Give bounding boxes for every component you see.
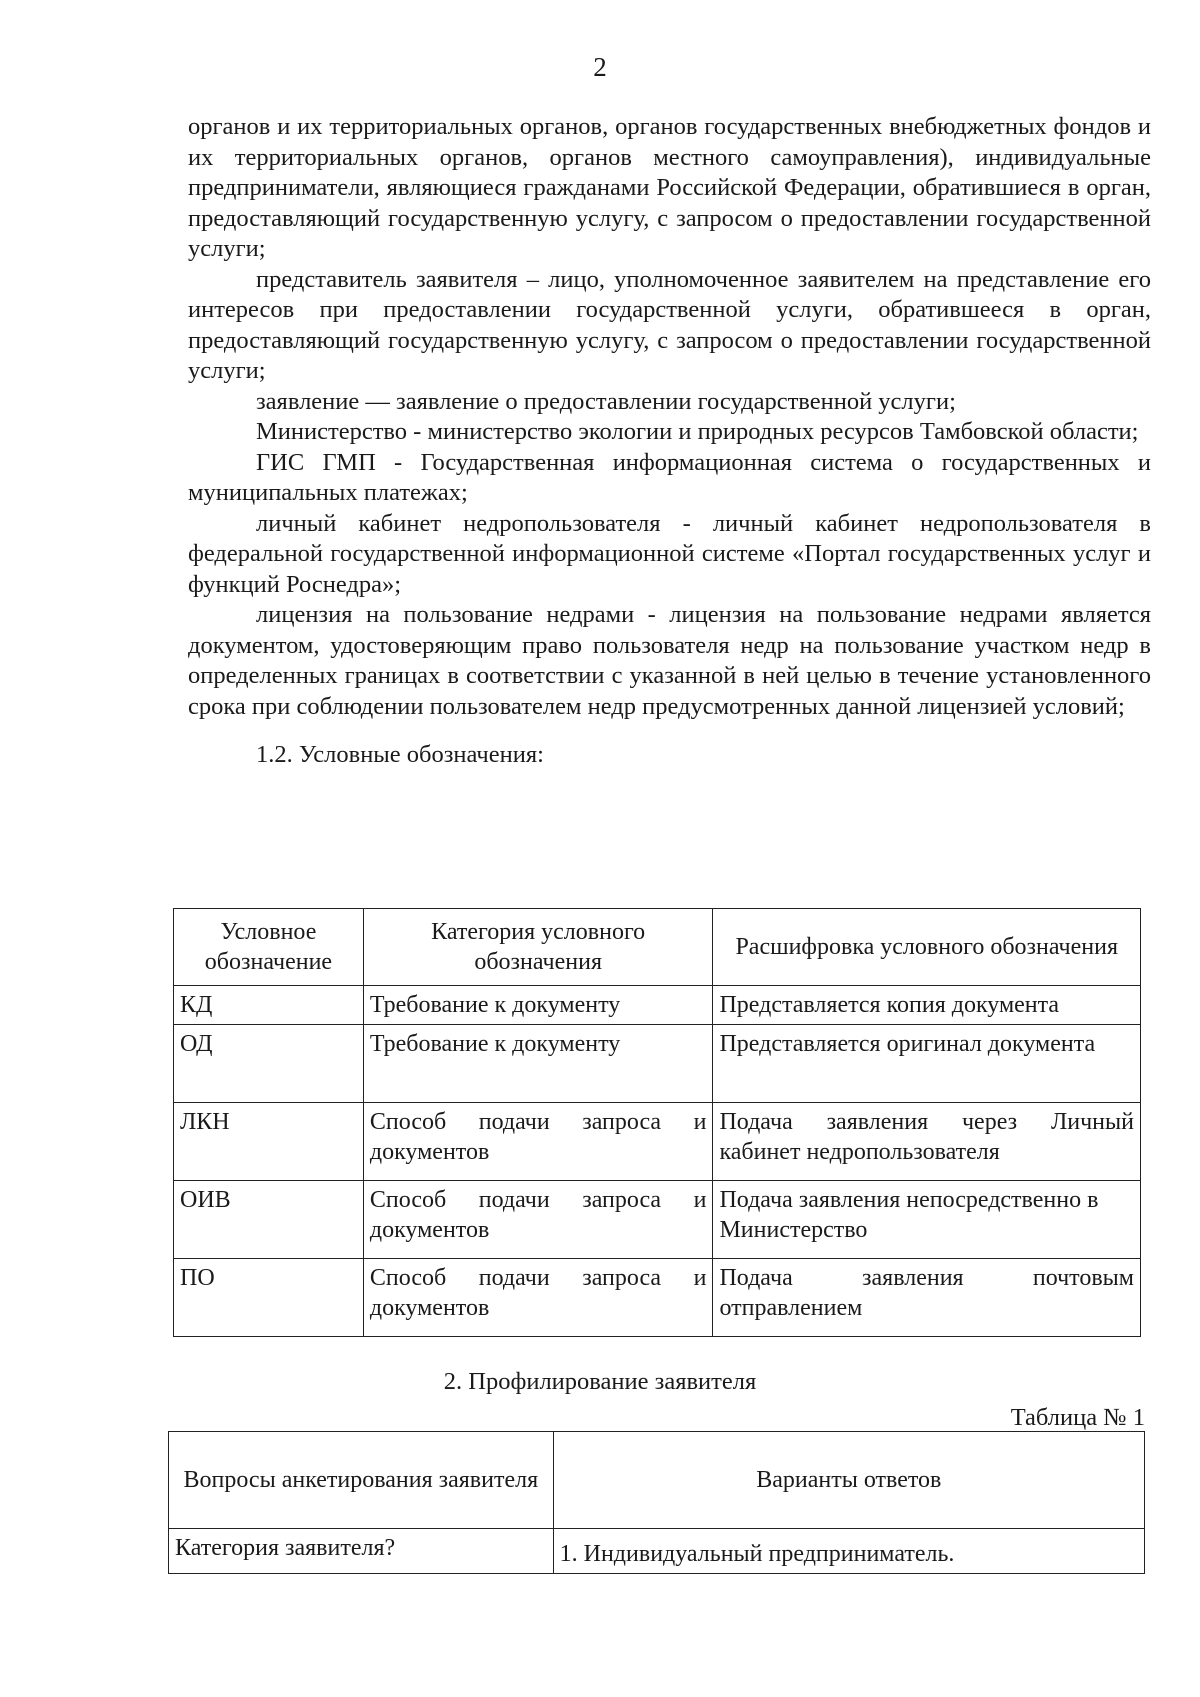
profiling-table — [168, 1431, 1145, 1574]
paragraph: заявление — заявление о предоставлении государственной услуги; — [256, 387, 956, 415]
category-cell: Способ подачи запроса и документов — [363, 1103, 713, 1181]
header-cell: Вопросы анкетирования заявителя — [169, 1432, 554, 1529]
category-cell: Способ подачи запроса и документов — [363, 1181, 713, 1259]
meaning-cell: Подача заявления непосредственно в Министерство — [713, 1181, 1141, 1259]
table-row — [174, 1259, 1141, 1337]
code-cell: ПО — [174, 1259, 364, 1337]
meaning-cell: Подача заявления через Личный кабинет недропользователя — [713, 1103, 1141, 1181]
table-row — [174, 1181, 1141, 1259]
meaning-cell: Подача заявления почтовым отправлением — [713, 1259, 1141, 1337]
header-cell: Варианты ответов — [553, 1432, 1144, 1529]
paragraph: органов и их территориальных органов, органов государственных внебюджетных фондов и их территориальных органов, органов местного самоуправления), индивидуальные предприниматели, являющиеся гражданами Российской Федерации, обратившиеся в орган, предоставляющий государственную услугу, с запросом о предоставлении государственной услуги; — [188, 113, 1151, 262]
paragraph: ГИС ГМП - Государственная информационная система о государственных и муниципальных платежах; — [188, 448, 1151, 506]
answer-cell: 1. Индивидуальный предприниматель. — [553, 1529, 1144, 1574]
page-number: 2 — [593, 52, 607, 82]
code-cell: ЛКН — [174, 1103, 364, 1181]
paragraph: лицензия на пользование недрами - лицензия на пользование недрами является документом, удостоверяющим право пользователя недр на пользование участком недр в определенных границах в соответствии с указанной в ней целью в течение установленного срока при соблюдении пользователем недр предусмотренных данной лицензией условий; — [188, 601, 1151, 720]
paragraph: представитель заявителя – лицо, уполномоченное заявителем на представление его интересов при предоставлении государственной услуги, обратившееся в орган, предоставляющий государственную услугу, с запросом о предоставлении государственной услуги; — [188, 265, 1151, 384]
section-title: 2. Профилирование заявителя — [443, 1368, 757, 1395]
header-cell: Условное обозначение — [174, 909, 364, 986]
paragraph: Министерство - министерство экологии и природных ресурсов Тамбовской области; — [256, 418, 1139, 445]
code-cell: ОИВ — [174, 1181, 364, 1259]
category-cell: Способ подачи запроса и документов — [363, 1259, 713, 1337]
meaning-cell: Представляется копия документа — [713, 986, 1141, 1025]
paragraph: личный кабинет недропользователя - личный кабинет недропользователя в федеральной государственной информационной системе «Портал государственных услуг и функций Роснедра»; — [188, 509, 1151, 598]
table-row — [169, 1529, 1145, 1574]
code-cell: ОД — [174, 1025, 364, 1103]
table-caption: Таблица № 1 — [1010, 1404, 1145, 1431]
category-cell: Требование к документу — [363, 1025, 713, 1103]
legend-section-label: 1.2. Условные обозначения: — [256, 741, 544, 768]
table-header-row — [169, 1432, 1145, 1529]
legend-table — [173, 908, 1141, 1337]
table-row — [174, 986, 1141, 1025]
table-row — [174, 1103, 1141, 1181]
body-text — [188, 112, 1151, 785]
header-cell: Категория условного обозначения — [363, 909, 713, 986]
meaning-cell: Представляется оригинал документа — [713, 1025, 1141, 1103]
header-cell: Расшифровка условного обозначения — [713, 909, 1141, 986]
code-cell: КД — [174, 986, 364, 1025]
table-header-row — [174, 909, 1141, 986]
category-cell: Требование к документу — [363, 986, 713, 1025]
table-row — [174, 1025, 1141, 1103]
question-cell: Категория заявителя? — [169, 1529, 554, 1574]
